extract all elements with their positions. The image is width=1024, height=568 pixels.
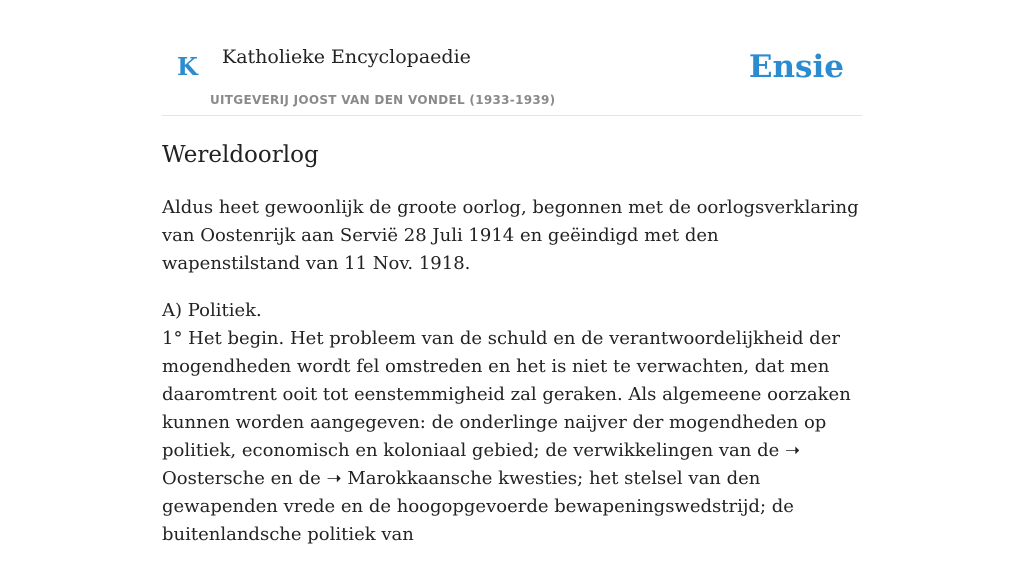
arrow-icon: ➝ — [785, 440, 801, 461]
intro-paragraph: Aldus heet gewoonlijk de groote oorlog, begonnen met de oorlogsverklaring van Oostenrijk aan Servië 28 Juli 1914 en geëindigd met den wapenstilstand van 11 Nov. 1918. — [162, 197, 859, 274]
arrow-icon: ➝ — [326, 468, 342, 489]
site-title[interactable]: Katholieke Encyclopaedie — [222, 46, 471, 68]
section-heading: A) Politiek. — [162, 300, 262, 321]
article-title: Wereldoorlog — [162, 142, 319, 168]
paragraph-text: 1° Het begin. Het probleem van de schuld en de verantwoordelijkheid der mogendheden wordt fel omstreden en het is niet te verwachten, dat men daaromtrent ooit tot eenstemmigheid zal geraken. Als algemeene oorzaken kunnen worden aangegeven: de onderlinge naijver der mogendheden op politiek, economisch en koloniaal gebied; de verwikkelingen van de — [162, 328, 851, 461]
site-header — [162, 0, 862, 116]
brand-logo[interactable]: Ensie — [748, 49, 844, 85]
link-oostersche[interactable]: Oostersche — [162, 468, 265, 489]
logo-letter[interactable]: K — [177, 52, 198, 81]
publisher-subtitle: UITGEVERIJ JOOST VAN DEN VONDEL (1933-1939) — [210, 93, 556, 107]
link-marokkaansche[interactable]: Marokkaansche — [347, 468, 493, 489]
article — [162, 138, 862, 568]
paragraph-text: kwesties; het stelsel van den gewapenden vrede en de hoogopgevoerde bewapeningswedstrijd; de buitenlandsche politiek van — [162, 468, 794, 545]
body-paragraph — [162, 297, 862, 549]
paragraph-text: en de — [264, 468, 327, 489]
